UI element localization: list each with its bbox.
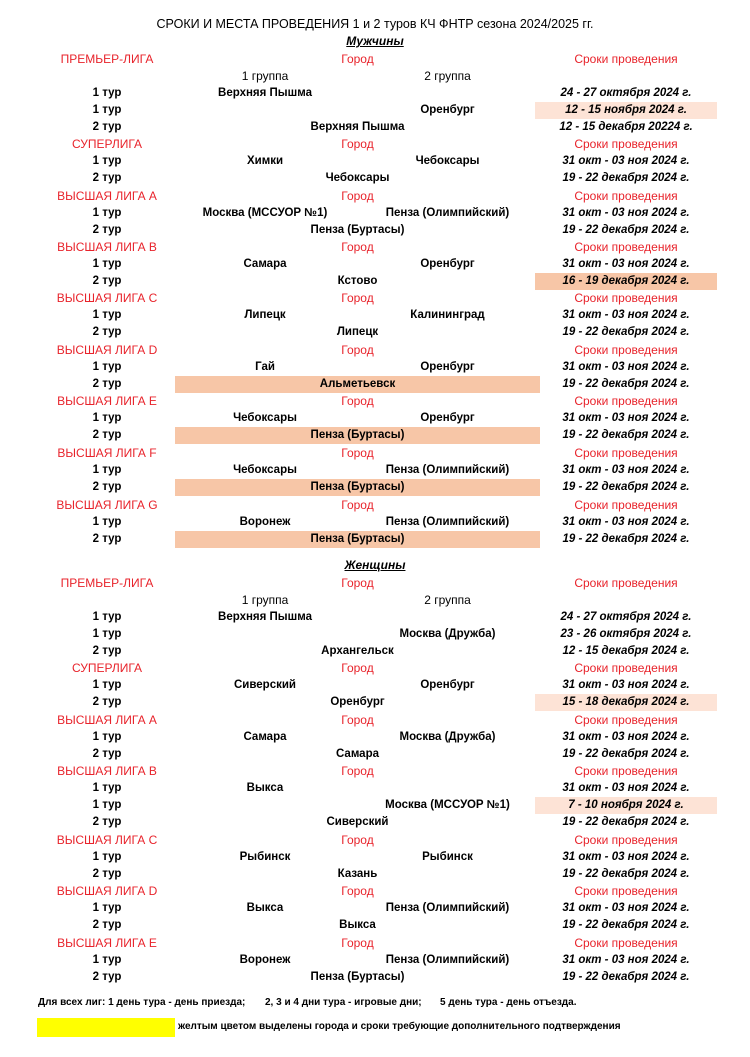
tour-dates: 12 - 15 декабря 2024 г. — [562, 645, 690, 657]
tour-dates: 7 - 10 ноября 2024 г. — [535, 797, 717, 814]
women-a-header — [0, 712, 750, 729]
table-row — [0, 119, 750, 136]
tour-dates: 31 окт - 03 ноя 2024 г. — [562, 851, 690, 863]
dates-header: Сроки проведения — [574, 498, 678, 512]
tour-dates: 19 - 22 декабря 2024 г. — [562, 224, 690, 236]
shared-city: Пенза (Буртасы) — [310, 224, 405, 236]
table-row — [0, 643, 750, 660]
tour-label: 2 тур — [92, 971, 122, 983]
table-row — [0, 427, 750, 444]
league-name: ВЫСШАЯ ЛИГА Е — [57, 394, 157, 408]
tour-label: 1 тур — [92, 851, 122, 863]
shared-city: Пенза (Буртасы) — [310, 971, 405, 983]
footer-note-departure: 5 день тура - день отъезда. — [440, 997, 577, 1008]
table-row — [0, 797, 750, 814]
tour-label: 1 тур — [92, 464, 122, 476]
group1-city: Воронеж — [239, 516, 291, 528]
group1-city: Выкса — [246, 902, 284, 914]
shared-city: Чебоксары — [325, 172, 390, 184]
shared-city: Пенза (Буртасы) — [175, 531, 540, 548]
dates-header: Сроки проведения — [574, 576, 678, 590]
table-row — [0, 729, 750, 746]
group2-city: Рыбинск — [422, 851, 473, 863]
league-name: ПРЕМЬЕР-ЛИГА — [60, 52, 154, 66]
group1-city: Верхняя Пышма — [218, 87, 312, 99]
tour-label: 1 тур — [92, 412, 122, 424]
table-row — [0, 746, 750, 763]
group2-city: Чебоксары — [415, 155, 480, 167]
tour-label: 1 тур — [92, 954, 122, 966]
tour-dates: 31 окт - 03 ноя 2024 г. — [562, 782, 690, 794]
tour-dates: 31 окт - 03 ноя 2024 г. — [562, 731, 690, 743]
tour-dates: 31 окт - 03 ноя 2024 г. — [562, 309, 690, 321]
dates-header: Сроки проведения — [574, 394, 678, 408]
table-row — [0, 609, 750, 626]
league-name: ВЫСШАЯ ЛИГА В — [57, 240, 157, 254]
men-g-header — [0, 497, 750, 514]
tour-dates: 19 - 22 декабря 2024 г. — [562, 816, 690, 828]
table-row — [0, 866, 750, 883]
league-name: ВЫСШАЯ ЛИГА С — [56, 291, 158, 305]
tour-dates: 19 - 22 декабря 2024 г. — [562, 172, 690, 184]
tour-dates: 31 окт - 03 ноя 2024 г. — [562, 902, 690, 914]
tour-dates: 31 окт - 03 ноя 2024 г. — [562, 464, 690, 476]
table-row — [0, 479, 750, 496]
men-premier-groups — [0, 68, 750, 85]
table-row — [0, 780, 750, 797]
group2-header: 2 группа — [424, 593, 471, 607]
women-super-header — [0, 660, 750, 677]
tour-label: 2 тур — [92, 429, 122, 441]
league-name: ВЫСШАЯ ЛИГА С — [56, 833, 158, 847]
table-row — [0, 626, 750, 643]
footer-note-arrival: Для всех лиг: 1 день тура - день приезда; — [38, 997, 246, 1008]
city-header: Город — [341, 240, 374, 254]
tour-dates: 31 окт - 03 ноя 2024 г. — [562, 207, 690, 219]
group1-city: Воронеж — [239, 954, 291, 966]
shared-city: Казань — [337, 868, 378, 880]
shared-city: Самара — [335, 748, 379, 760]
tour-label: 2 тур — [92, 121, 122, 133]
tour-label: 1 тур — [92, 87, 122, 99]
league-name: ВЫСШАЯ ЛИГА Е — [57, 936, 157, 950]
tour-label: 2 тур — [92, 172, 122, 184]
tour-dates: 31 окт - 03 ноя 2024 г. — [562, 155, 690, 167]
section-women-label: Женщины — [344, 558, 406, 572]
table-row — [0, 85, 750, 102]
city-header: Город — [341, 713, 374, 727]
tour-dates: 19 - 22 декабря 2024 г. — [562, 481, 690, 493]
tour-label: 2 тур — [92, 919, 122, 931]
league-name: ВЫСШАЯ ЛИГА В — [57, 764, 157, 778]
group2-city: Москва (Дружба) — [399, 628, 496, 640]
tour-label: 1 тур — [92, 799, 122, 811]
group2-city: Оренбург — [420, 412, 475, 424]
group1-city: Самара — [243, 731, 287, 743]
tour-dates: 12 - 15 декабря 20224 г. — [559, 121, 693, 133]
group1-city: Москва (МССУОР №1) — [202, 207, 328, 219]
tour-label: 2 тур — [92, 748, 122, 760]
city-header: Город — [341, 498, 374, 512]
men-c-header — [0, 290, 750, 307]
tour-label: 1 тур — [92, 516, 122, 528]
shared-city: Оренбург — [330, 696, 385, 708]
table-row — [0, 694, 750, 711]
dates-header: Сроки проведения — [574, 661, 678, 675]
dates-header: Сроки проведения — [574, 833, 678, 847]
men-e-header — [0, 393, 750, 410]
tour-label: 2 тур — [92, 696, 122, 708]
group1-city: Самара — [243, 258, 287, 270]
city-header: Город — [341, 189, 374, 203]
group2-city: Пенза (Олимпийский) — [385, 464, 510, 476]
tour-dates: 24 - 27 октября 2024 г. — [560, 87, 692, 99]
group2-city: Оренбург — [420, 258, 475, 270]
city-header: Город — [341, 446, 374, 460]
league-name: ВЫСШАЯ ЛИГА D — [56, 884, 158, 898]
women-c-header — [0, 832, 750, 849]
women-d-header — [0, 883, 750, 900]
league-name: ПРЕМЬЕР-ЛИГА — [60, 576, 154, 590]
table-row — [0, 410, 750, 427]
table-row — [0, 307, 750, 324]
league-name: ВЫСШАЯ ЛИГА G — [56, 498, 158, 512]
shared-city: Сиверский — [326, 816, 389, 828]
group2-city: Калининград — [410, 309, 485, 321]
dates-header: Сроки проведения — [574, 713, 678, 727]
legend-text: желтым цветом выделены города и сроки требующие дополнительного подтверждения — [178, 1021, 621, 1032]
city-header: Город — [341, 764, 374, 778]
group1-city: Гай — [255, 361, 275, 373]
group2-city: Москва (Дружба) — [399, 731, 496, 743]
table-row — [0, 677, 750, 694]
tour-dates: 19 - 22 декабря 2024 г. — [562, 971, 690, 983]
group2-city: Пенза (Олимпийский) — [385, 902, 510, 914]
table-row — [0, 514, 750, 531]
group2-header: 2 группа — [424, 69, 471, 83]
league-name: ВЫСШАЯ ЛИГА D — [56, 343, 158, 357]
league-name: СУПЕРЛИГА — [71, 661, 143, 675]
tour-dates: 31 окт - 03 ноя 2024 г. — [562, 258, 690, 270]
tour-dates: 19 - 22 декабря 2024 г. — [562, 326, 690, 338]
group1-header: 1 группа — [241, 69, 289, 83]
tour-label: 1 тур — [92, 258, 122, 270]
group2-city: Оренбург — [420, 679, 475, 691]
tour-label: 1 тур — [92, 782, 122, 794]
table-row — [0, 917, 750, 934]
table-row — [0, 814, 750, 831]
men-d-header — [0, 342, 750, 359]
tour-label: 1 тур — [92, 309, 122, 321]
tour-label: 1 тур — [92, 361, 122, 373]
tour-dates: 31 окт - 03 ноя 2024 г. — [562, 954, 690, 966]
group1-header: 1 группа — [241, 593, 289, 607]
tour-dates: 19 - 22 декабря 2024 г. — [562, 748, 690, 760]
group1-city: Верхняя Пышма — [218, 611, 312, 623]
shared-city: Альметьевск — [175, 376, 540, 393]
tour-dates: 19 - 22 декабря 2024 г. — [562, 868, 690, 880]
dates-header: Сроки проведения — [574, 936, 678, 950]
tour-label: 1 тур — [92, 902, 122, 914]
city-header: Город — [341, 833, 374, 847]
tour-dates: 31 окт - 03 ноя 2024 г. — [562, 516, 690, 528]
shared-city: Верхняя Пышма — [310, 121, 405, 133]
tour-label: 1 тур — [92, 155, 122, 167]
dates-header: Сроки проведения — [574, 137, 678, 151]
tour-label: 1 тур — [92, 679, 122, 691]
dates-header: Сроки проведения — [574, 764, 678, 778]
city-header: Город — [341, 936, 374, 950]
men-b-header — [0, 239, 750, 256]
table-row — [0, 531, 750, 548]
table-row — [0, 900, 750, 917]
league-name: ВЫСШАЯ ЛИГА А — [57, 713, 157, 727]
tour-label: 2 тур — [92, 326, 122, 338]
tour-label: 2 тур — [92, 275, 122, 287]
table-row — [0, 849, 750, 866]
men-super-header — [0, 136, 750, 153]
men-premier-header — [0, 51, 750, 68]
tour-dates: 19 - 22 декабря 2024 г. — [562, 919, 690, 931]
tour-label: 1 тур — [92, 731, 122, 743]
dates-header: Сроки проведения — [574, 52, 678, 66]
women-b-header — [0, 763, 750, 780]
city-header: Город — [341, 52, 374, 66]
dates-header: Сроки проведения — [574, 189, 678, 203]
city-header: Город — [341, 343, 374, 357]
table-row — [0, 153, 750, 170]
table-row — [0, 170, 750, 187]
table-row — [0, 376, 750, 393]
league-name: СУПЕРЛИГА — [71, 137, 143, 151]
group1-city: Липецк — [244, 309, 286, 321]
group2-city: Пенза (Олимпийский) — [385, 516, 510, 528]
group1-city: Химки — [246, 155, 284, 167]
section-men-label: Мужчины — [346, 34, 404, 48]
document-title: СРОКИ И МЕСТА ПРОВЕДЕНИЯ 1 и 2 туров КЧ ФНТР сезона 2024/2025 гг. — [156, 17, 594, 31]
tour-label: 1 тур — [92, 628, 122, 640]
tour-label: 2 тур — [92, 481, 122, 493]
tour-dates: 24 - 27 октября 2024 г. — [560, 611, 692, 623]
women-premier-groups — [0, 592, 750, 609]
men-a-header — [0, 188, 750, 205]
women-premier-header — [0, 575, 750, 592]
group1-city: Сиверский — [233, 679, 296, 691]
tour-label: 2 тур — [92, 533, 122, 545]
tour-dates: 12 - 15 ноября 2024 г. — [535, 102, 717, 119]
group2-city: Москва (МССУОР №1) — [385, 799, 510, 811]
tour-label: 1 тур — [92, 207, 122, 219]
tour-dates: 31 окт - 03 ноя 2024 г. — [562, 361, 690, 373]
group2-city: Оренбург — [420, 104, 475, 116]
table-row — [0, 256, 750, 273]
group2-city: Пенза (Олимпийский) — [385, 954, 510, 966]
tour-label: 2 тур — [92, 868, 122, 880]
dates-header: Сроки проведения — [574, 884, 678, 898]
group2-city: Оренбург — [420, 361, 475, 373]
shared-city: Пенза (Буртасы) — [175, 479, 540, 496]
tour-label: 2 тур — [92, 378, 122, 390]
dates-header: Сроки проведения — [574, 343, 678, 357]
tour-label: 2 тур — [92, 816, 122, 828]
table-row — [0, 359, 750, 376]
tour-dates: 31 окт - 03 ноя 2024 г. — [562, 412, 690, 424]
table-row — [0, 222, 750, 239]
dates-header: Сроки проведения — [574, 446, 678, 460]
city-header: Город — [341, 661, 374, 675]
table-row — [0, 273, 750, 290]
tour-dates: 19 - 22 декабря 2024 г. — [562, 429, 690, 441]
league-name: ВЫСШАЯ ЛИГА F — [57, 446, 157, 460]
table-row — [0, 969, 750, 986]
tour-dates: 16 - 19 декабря 2024 г. — [535, 273, 717, 290]
tour-dates: 15 - 18 декабря 2024 г. — [535, 694, 717, 711]
dates-header: Сроки проведения — [574, 240, 678, 254]
tour-label: 2 тур — [92, 224, 122, 236]
dates-header: Сроки проведения — [574, 291, 678, 305]
footer-note-game-days: 2, 3 и 4 дни тура - игровые дни; — [265, 997, 422, 1008]
league-name: ВЫСШАЯ ЛИГА А — [57, 189, 157, 203]
table-row — [0, 324, 750, 341]
city-header: Город — [341, 576, 374, 590]
shared-city: Кстово — [337, 275, 378, 287]
shared-city: Липецк — [336, 326, 379, 338]
shared-city: Архангельск — [321, 645, 394, 657]
city-header: Город — [341, 137, 374, 151]
tour-dates: 19 - 22 декабря 2024 г. — [562, 378, 690, 390]
table-row — [0, 102, 750, 119]
group1-city: Чебоксары — [233, 412, 297, 424]
table-row — [0, 952, 750, 969]
city-header: Город — [341, 291, 374, 305]
shared-city: Пенза (Буртасы) — [175, 427, 540, 444]
group2-city: Пенза (Олимпийский) — [385, 207, 510, 219]
city-header: Город — [341, 394, 374, 408]
group1-city: Чебоксары — [233, 464, 297, 476]
group1-city: Выкса — [246, 782, 284, 794]
tour-dates: 31 окт - 03 ноя 2024 г. — [562, 679, 690, 691]
group1-city: Рыбинск — [239, 851, 291, 863]
tour-label: 2 тур — [92, 645, 122, 657]
tour-dates: 23 - 26 октября 2024 г. — [560, 628, 692, 640]
table-row — [0, 462, 750, 479]
shared-city: Выкса — [339, 919, 376, 931]
yellow-legend-swatch — [37, 1018, 175, 1037]
women-e-header — [0, 935, 750, 952]
men-f-header — [0, 445, 750, 462]
table-row — [0, 205, 750, 222]
tour-label: 1 тур — [92, 104, 122, 116]
tour-label: 1 тур — [92, 611, 122, 623]
city-header: Город — [341, 884, 374, 898]
tour-dates: 19 - 22 декабря 2024 г. — [562, 533, 690, 545]
